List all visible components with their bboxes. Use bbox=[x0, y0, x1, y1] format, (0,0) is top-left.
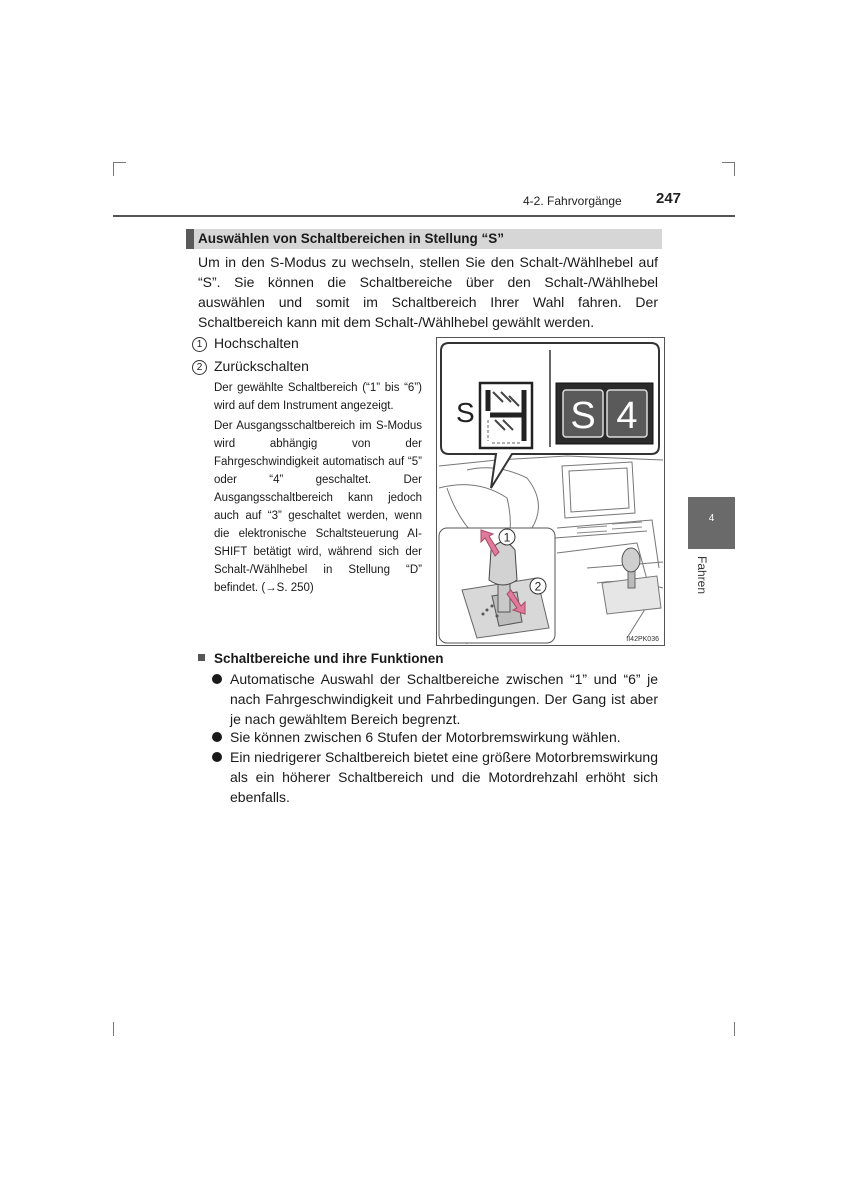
crop-mark-top-right-h bbox=[722, 162, 735, 163]
crop-mark-bottom-left bbox=[113, 1022, 114, 1036]
callout-label: Zurückschalten bbox=[214, 358, 309, 374]
note-initial-range: Der Ausgangsschaltbereich im S-Modus wird abhängig von der Fahrgeschwindigkeit automatisch auf “5” oder “4” geschaltet. Der Ausgangsschaltbereich kann jedoch auch auf “3” geschaltet werden, wenn die elektronische Schaltsteuerung AI-SHIFT betätigt wird, während sich der Schalt-/Wählhebel in Stellung “D” befindet. (→S. 250) bbox=[214, 420, 422, 594]
chapter-tab-label: Fahren bbox=[695, 556, 709, 595]
header-rule bbox=[113, 215, 735, 217]
page-number: 247 bbox=[656, 190, 682, 207]
note-display: Der gewählte Schaltbereich (“1” bis “6”) wird auf dem Instrument angezeigt. bbox=[214, 382, 422, 412]
display-left-s: S bbox=[456, 397, 475, 428]
small-shift-lever bbox=[602, 548, 661, 614]
callout-number: 1 bbox=[192, 337, 207, 352]
bullet-item bbox=[212, 727, 658, 747]
segment-digit-4 bbox=[480, 383, 532, 448]
figure-code: II42PK036 bbox=[626, 636, 659, 643]
section-heading: Auswählen von Schaltbereichen in Stellung “S” bbox=[186, 229, 662, 249]
callout-downshift bbox=[192, 358, 309, 375]
crop-mark-top-right-v bbox=[734, 162, 735, 176]
bullet-text: Automatische Auswahl der Schaltbereiche zwischen “1” und “6” je nach Fahrgeschwindigkeit und Fahrbedingungen. Der Gang ist aber je nach gewähltem Bereich begrenzt. bbox=[230, 671, 658, 727]
shift-illustration-svg bbox=[437, 338, 664, 645]
crop-mark-bottom-right bbox=[734, 1022, 735, 1036]
bullet-item bbox=[212, 669, 658, 729]
callout-label: Hochschalten bbox=[214, 335, 299, 351]
marker-1-label: 1 bbox=[503, 530, 511, 545]
shift-illustration bbox=[436, 337, 665, 646]
intro-paragraph: Um in den S-Modus zu wechseln, stellen Sie den Schalt-/Wählhebel auf “S”. Sie können die Schaltbereiche über den Schalt-/Wählhebel auswählen und somit im Schaltbereich Ihrer Wahl fahren. Der Schaltbereich kann mit dem Schalt-/Wählhebel gewählt werden. bbox=[198, 254, 658, 330]
display-right-number: 4 bbox=[616, 395, 638, 437]
bullet-dot-icon bbox=[212, 674, 222, 684]
display-right-s: S bbox=[570, 395, 596, 437]
bullet-dot-icon bbox=[212, 752, 222, 762]
chapter-tab bbox=[688, 497, 735, 549]
header-section-title: 4-2. Fahrvorgänge bbox=[523, 194, 622, 208]
chapter-tab-number: 4 bbox=[708, 513, 715, 524]
callout-number: 2 bbox=[192, 360, 207, 375]
sub-heading-text: Schaltbereiche und ihre Funktionen bbox=[214, 651, 444, 666]
square-bullet-icon bbox=[198, 654, 205, 661]
crop-mark-top-left-h bbox=[113, 162, 126, 163]
callout-upshift bbox=[192, 335, 299, 352]
bullet-text: Sie können zwischen 6 Stufen der Motorbremswirkung wählen. bbox=[230, 729, 621, 745]
bullet-dot-icon bbox=[212, 732, 222, 742]
marker-2-label: 2 bbox=[534, 579, 542, 594]
bullet-text: Ein niedrigerer Schaltbereich bietet eine größere Motorbremswirkung als ein höherer Schaltbereich und die Motordrehzahl erhöht sich ebenfalls. bbox=[230, 749, 658, 805]
sub-heading bbox=[198, 651, 444, 666]
crop-mark-top-left-v bbox=[113, 162, 114, 176]
bullet-item bbox=[212, 747, 658, 807]
